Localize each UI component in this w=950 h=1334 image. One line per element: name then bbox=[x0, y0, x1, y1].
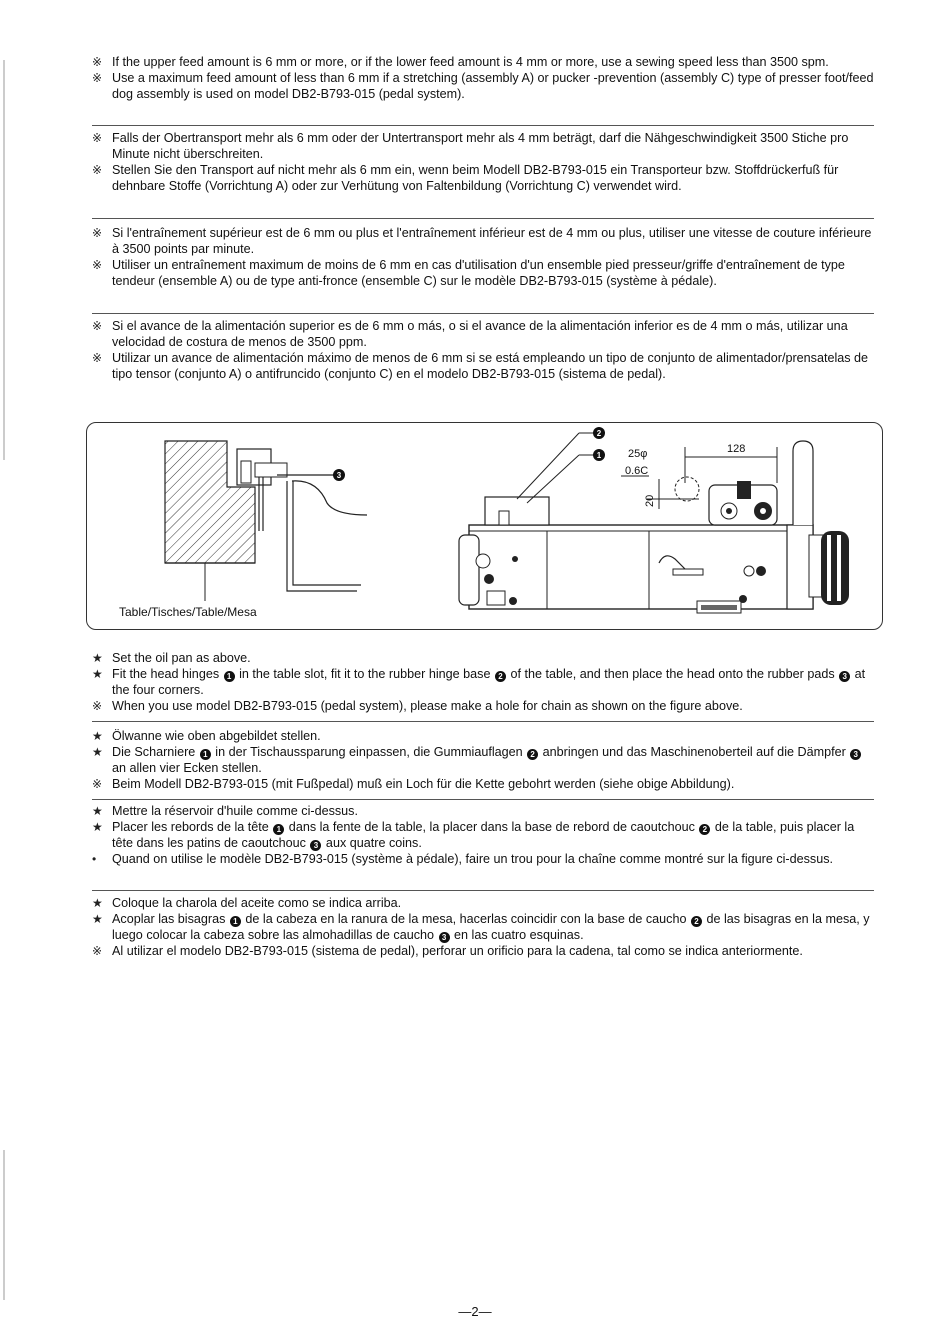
asterisk-mark-icon: ※ bbox=[92, 258, 103, 272]
paragraph: Use a maximum feed amount of less than 6 mm if a stretching (assembly A) or pucker -prevention (assembly C) type of presser foot/feed dog assembly is used on model DB2-B793-015 (pedal system). bbox=[112, 71, 874, 101]
warning-section-es bbox=[92, 318, 876, 382]
callout-number-icon: 2 bbox=[691, 916, 702, 927]
list-item bbox=[92, 851, 876, 867]
paragraph: Si el avance de la alimentación superior es de 6 mm o más, o si el avance de la alimentación inferior es de 4 mm o más, utilizar una velocidad de costura de menos de 3500 ppm. bbox=[112, 319, 848, 349]
callout-number-icon: 1 bbox=[230, 916, 241, 927]
divider bbox=[92, 890, 874, 891]
list-item bbox=[92, 666, 876, 698]
dimension-20: 20 bbox=[644, 494, 656, 507]
text-run: Beim Modell DB2-B793-015 (mit Fußpedal) muß ein Loch für die Kette gebohrt werden (siehe obige Abbildung). bbox=[112, 777, 735, 791]
text-run: at the four corners. bbox=[112, 667, 866, 697]
star-bullet-icon: ★ bbox=[92, 651, 103, 665]
star-bullet-icon: ★ bbox=[92, 896, 103, 910]
paragraph: Falls der Obertransport mehr als 6 mm oder der Untertransport mehr als 4 mm beträgt, darf die Nähgeschwindigkeit 3500 Stiche pro Minute nicht überschreiten. bbox=[112, 131, 849, 161]
warning-section-en bbox=[92, 54, 876, 102]
installation-figure bbox=[86, 422, 883, 630]
list-item bbox=[92, 911, 876, 943]
callout-number-icon: 1 bbox=[200, 749, 211, 760]
text-run: en las cuatro esquinas. bbox=[450, 928, 584, 942]
list-item bbox=[92, 895, 876, 911]
asterisk-mark-icon: ※ bbox=[92, 163, 103, 177]
callout-number-icon: 2 bbox=[699, 824, 710, 835]
divider bbox=[92, 721, 874, 722]
list-item bbox=[92, 803, 876, 819]
list-item bbox=[92, 650, 876, 666]
paragraph bbox=[112, 911, 876, 943]
callout-number-icon: 3 bbox=[839, 671, 850, 682]
table-label: Table/Tisches/Table/Mesa bbox=[119, 605, 257, 619]
callout-number-icon: 3 bbox=[439, 932, 450, 943]
callout-number-icon: 1 bbox=[273, 824, 284, 835]
callout-number-icon: 1 bbox=[224, 671, 235, 682]
list-item bbox=[92, 130, 876, 162]
instruction-section-fr bbox=[92, 803, 876, 867]
text-run: in der Tischaussparung einpassen, die Gummiauflagen bbox=[211, 745, 527, 759]
text-run: Al utilizar el modelo DB2-B793-015 (sistema de pedal), perforar un orificio para la cadena, tal como se indica anteriormente. bbox=[112, 944, 803, 958]
machine-bed-top-view bbox=[459, 427, 849, 613]
text-run: de las bisagras en la mesa, y luego colocar la cabeza sobre las almohadillas de caucho bbox=[112, 912, 870, 942]
text-run: dans la fente de la table, la placer dans la base de rebord de caoutchouc bbox=[285, 820, 699, 834]
paragraph bbox=[112, 819, 876, 851]
dimension-0-6c: 0.6C bbox=[625, 465, 649, 477]
paragraph: Utiliser un entraînement maximum de moins de 6 mm en cas d'utilisation d'un ensemble pied presseur/griffe d'entraînement de type tendeur (ensemble A) ou de type anti-fronce (ensemble C) sur le modèle DB2-B793-015 (système à pédale). bbox=[112, 258, 845, 288]
text-run: Die Scharniere bbox=[112, 745, 199, 759]
page-number: —2— bbox=[458, 1304, 492, 1319]
callout-number-icon: 2 bbox=[527, 749, 538, 760]
paragraph bbox=[112, 943, 876, 959]
list-item bbox=[92, 698, 876, 714]
warning-section-fr bbox=[92, 225, 876, 289]
star-bullet-icon: ★ bbox=[92, 820, 103, 834]
star-bullet-icon: ★ bbox=[92, 745, 103, 759]
list-item bbox=[92, 70, 876, 102]
text-run: Placer les rebords de la tête bbox=[112, 820, 273, 834]
callout-label: 2 bbox=[596, 429, 602, 438]
paragraph bbox=[112, 776, 876, 792]
text-run: Coloque la charola del aceite como se indica arriba. bbox=[112, 896, 402, 910]
asterisk-mark-icon: ※ bbox=[92, 944, 103, 958]
installation-drawing bbox=[87, 423, 882, 629]
list-item bbox=[92, 819, 876, 851]
list-item bbox=[92, 744, 876, 776]
paragraph bbox=[112, 895, 876, 911]
list-item bbox=[92, 728, 876, 744]
text-run: When you use model DB2-B793-015 (pedal system), please make a hole for chain as shown on the figure above. bbox=[112, 699, 743, 713]
callout-label: 3 bbox=[336, 471, 342, 480]
callout-number-icon: 3 bbox=[310, 840, 321, 851]
list-item bbox=[92, 54, 876, 70]
paragraph bbox=[112, 650, 876, 666]
dimension-128: 128 bbox=[727, 443, 746, 455]
star-bullet-icon: ★ bbox=[92, 912, 103, 926]
text-run: Quand on utilise le modèle DB2-B793-015 (système à pédale), faire un trou pour la chaîne comme montré sur la figure ci-dessus. bbox=[112, 852, 834, 866]
paragraph bbox=[112, 851, 876, 867]
callout-number-icon: 2 bbox=[495, 671, 506, 682]
list-item bbox=[92, 318, 876, 350]
asterisk-mark-icon: ※ bbox=[92, 351, 103, 365]
list-item bbox=[92, 350, 876, 382]
paragraph: Utilizar un avance de alimentación máximo de menos de 6 mm si se está empleando un tipo de conjunto de alimentador/prensatelas de tipo tensor (conjunto A) o antifruncido (conjunto C) en el modelo DB2-B793-015 (sistema de pedal). bbox=[112, 351, 869, 381]
star-bullet-icon: ★ bbox=[92, 667, 103, 681]
asterisk-mark-icon: ※ bbox=[92, 71, 103, 85]
instruction-section-es bbox=[92, 895, 876, 959]
text-run: an allen vier Ecken stellen. bbox=[112, 761, 262, 775]
paragraph bbox=[112, 698, 876, 714]
text-run: de la table, puis placer la tête dans les patins de caoutchouc bbox=[112, 820, 855, 850]
asterisk-mark-icon: • bbox=[92, 852, 97, 866]
paragraph: Si l'entraînement supérieur est de 6 mm ou plus et l'entraînement inférieur est de 4 mm ou plus, utiliser une vitesse de couture inférieure à 3500 points par minute. bbox=[112, 226, 872, 256]
dimension-25: 25φ bbox=[628, 448, 648, 460]
instruction-section-de bbox=[92, 728, 876, 792]
divider bbox=[92, 799, 874, 800]
table-cross-section bbox=[165, 441, 367, 601]
paragraph: If the upper feed amount is 6 mm or more, or if the lower feed amount is 4 mm or more, use a sewing speed less than 3500 spm. bbox=[112, 55, 829, 69]
text-run: Acoplar las bisagras bbox=[112, 912, 229, 926]
text-run: Fit the head hinges bbox=[112, 667, 223, 681]
asterisk-mark-icon: ※ bbox=[92, 699, 103, 713]
scan-gutter-mark bbox=[3, 60, 5, 460]
paragraph bbox=[112, 666, 876, 698]
asterisk-mark-icon: ※ bbox=[92, 777, 103, 791]
divider bbox=[92, 313, 874, 314]
star-bullet-icon: ★ bbox=[92, 729, 103, 743]
asterisk-mark-icon: ※ bbox=[92, 226, 103, 240]
scan-gutter-mark bbox=[3, 1150, 5, 1300]
asterisk-mark-icon: ※ bbox=[92, 131, 103, 145]
text-run: Mettre la réservoir d'huile comme ci-dessus. bbox=[112, 804, 358, 818]
text-run: anbringen und das Maschinenoberteil auf die Dämpfer bbox=[539, 745, 850, 759]
callout-number-icon: 3 bbox=[850, 749, 861, 760]
text-run: Ölwanne wie oben abgebildet stellen. bbox=[112, 729, 321, 743]
paragraph bbox=[112, 744, 876, 776]
list-item bbox=[92, 225, 876, 257]
asterisk-mark-icon: ※ bbox=[92, 319, 103, 333]
text-run: of the table, and then place the head onto the rubber pads bbox=[506, 667, 839, 681]
warning-section-de bbox=[92, 130, 876, 194]
text-run: in the table slot, fit it to the rubber hinge base bbox=[235, 667, 494, 681]
paragraph bbox=[112, 728, 876, 744]
paragraph: Stellen Sie den Transport auf nicht mehr als 6 mm ein, wenn beim Modell DB2-B793-015 ein Transporteur bzw. Stoffdrückerfuß für dehnbare Stoffe (Vorrichtung A) oder zur Verhütung von Faltenbildung (Vorrichtung C) verwendet wird. bbox=[112, 163, 839, 193]
asterisk-mark-icon: ※ bbox=[92, 55, 103, 69]
instruction-section-en bbox=[92, 650, 876, 714]
divider bbox=[92, 125, 874, 126]
list-item bbox=[92, 162, 876, 194]
star-bullet-icon: ★ bbox=[92, 804, 103, 818]
paragraph bbox=[112, 803, 876, 819]
callout-label: 1 bbox=[596, 451, 602, 460]
text-run: de la cabeza en la ranura de la mesa, hacerlas coincidir con la base de caucho bbox=[241, 912, 690, 926]
list-item bbox=[92, 943, 876, 959]
list-item bbox=[92, 776, 876, 792]
text-run: aux quatre coins. bbox=[322, 836, 422, 850]
divider bbox=[92, 218, 874, 219]
list-item bbox=[92, 257, 876, 289]
text-run: Set the oil pan as above. bbox=[112, 651, 251, 665]
